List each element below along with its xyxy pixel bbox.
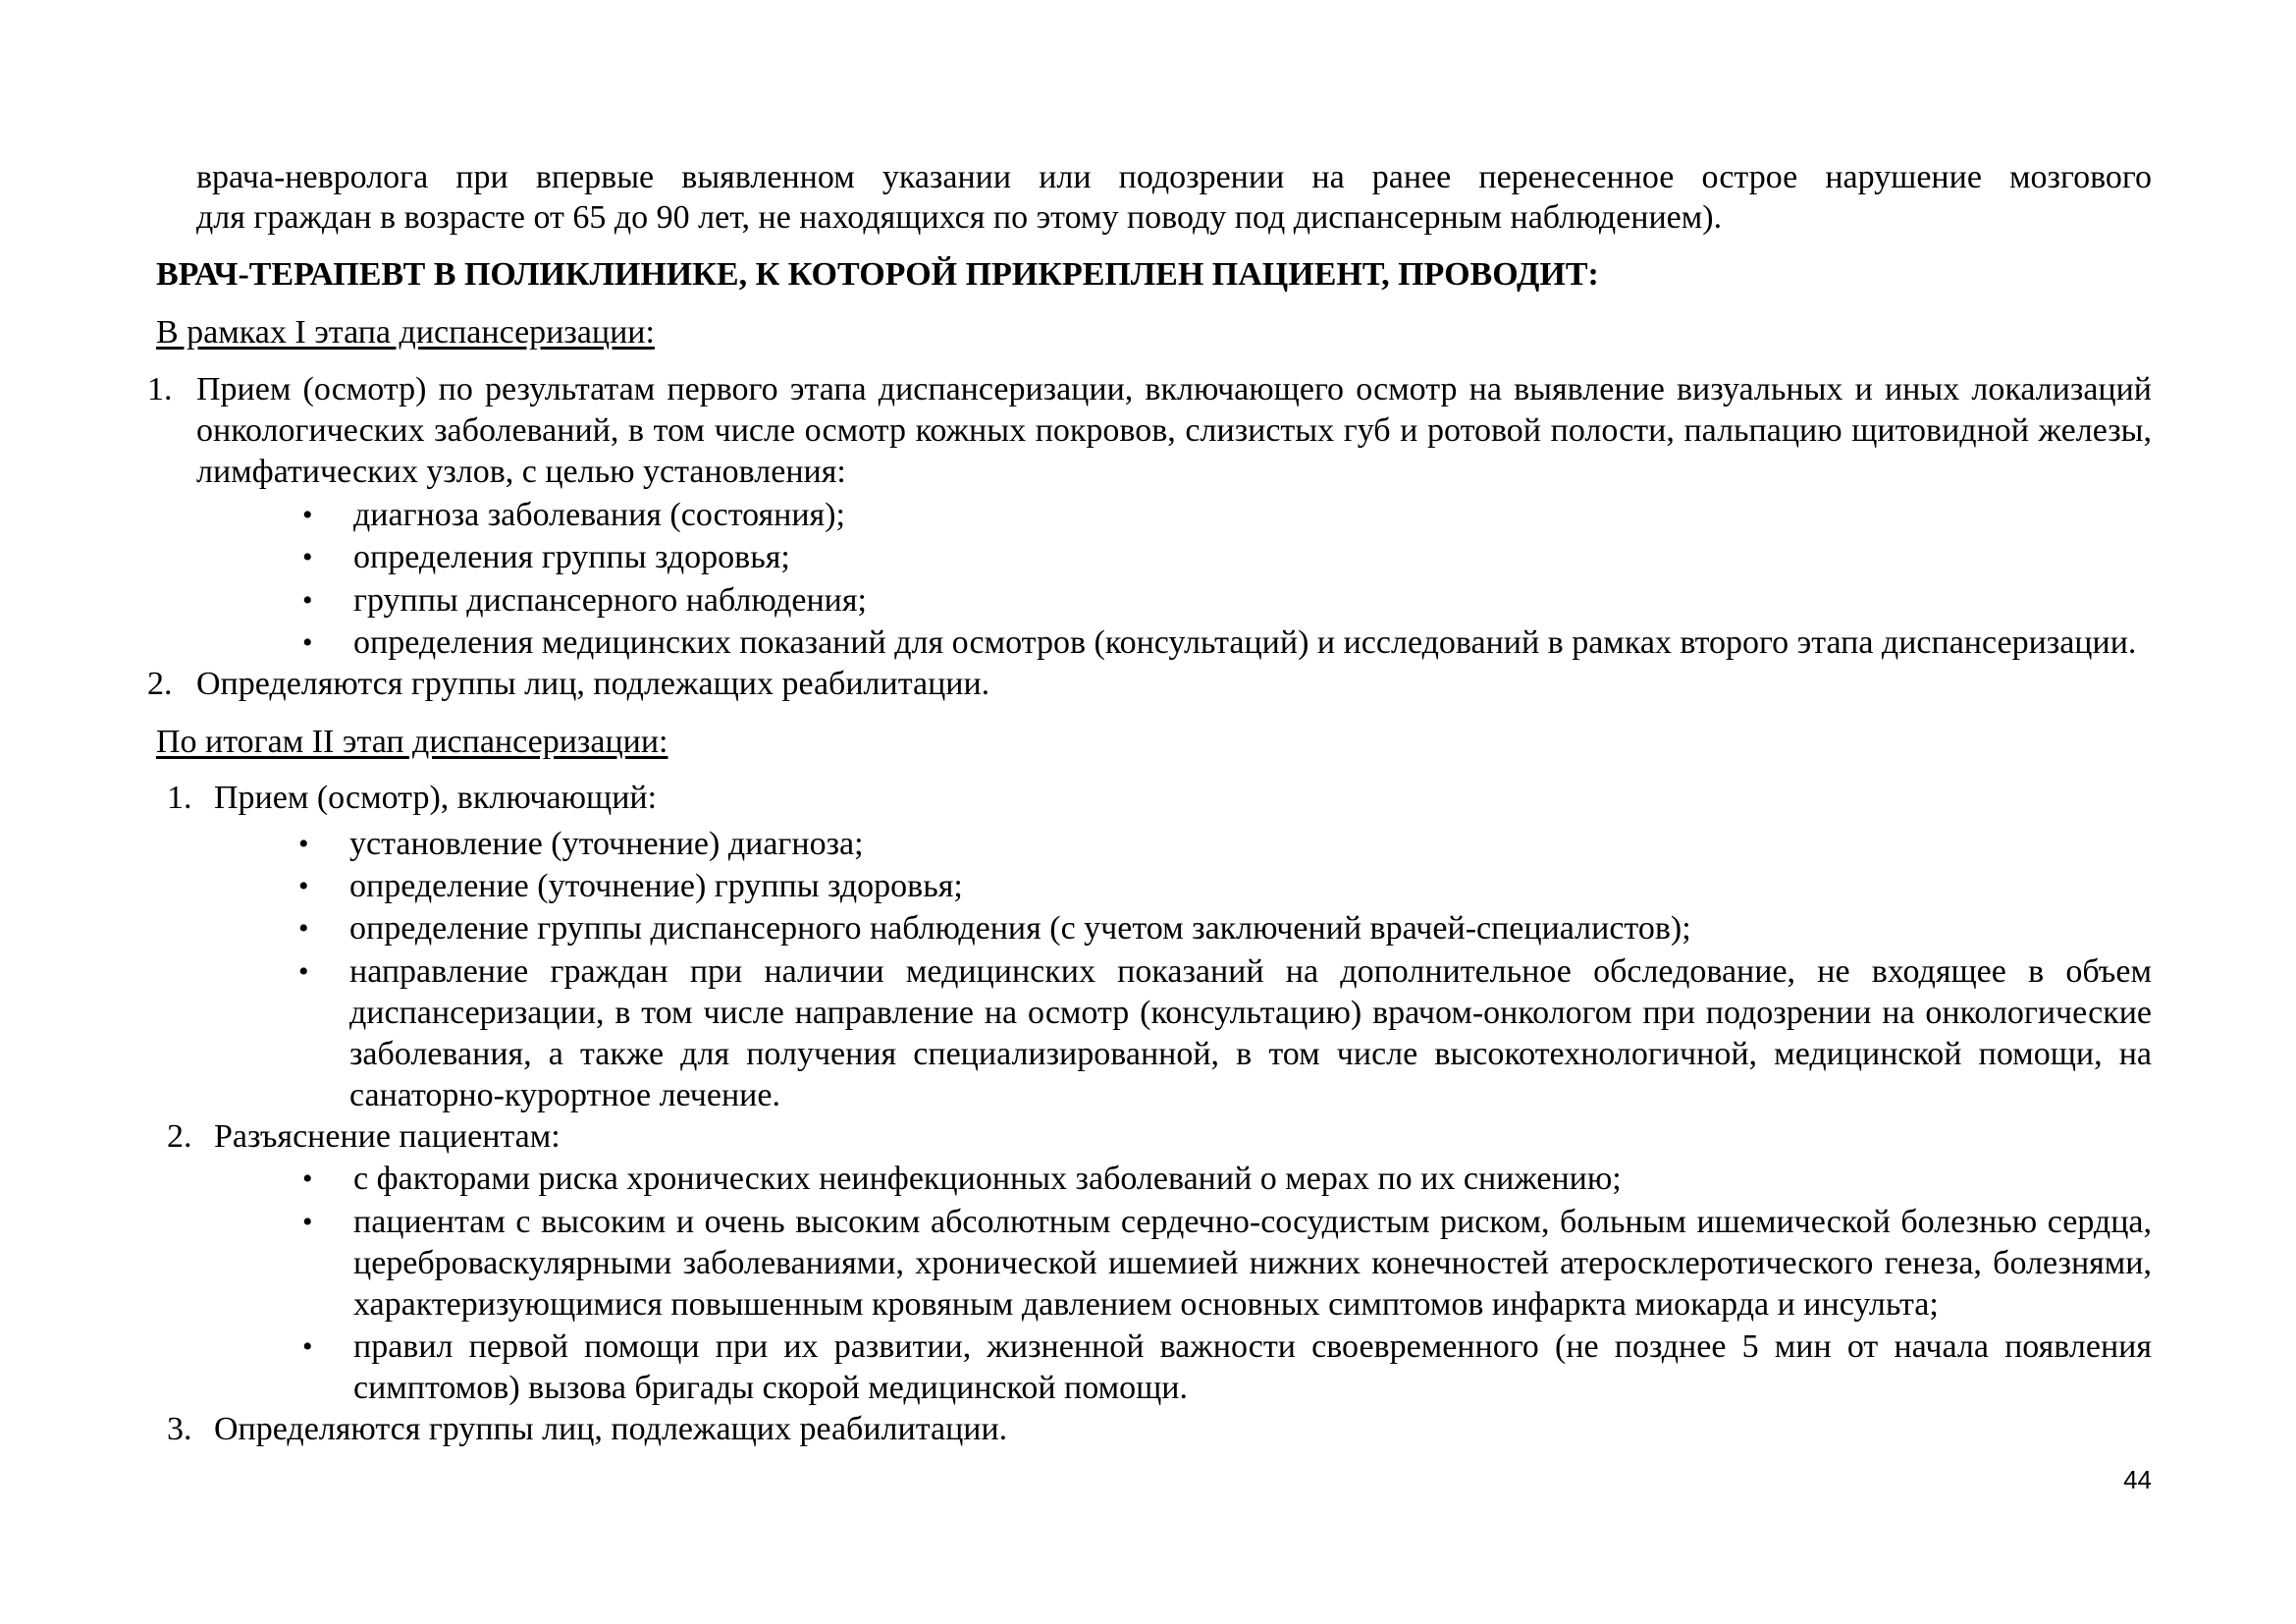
bullet-icon: • xyxy=(298,828,309,860)
bullet-item: определение (уточнение) группы здоровья; xyxy=(349,868,963,904)
bullet-item: группы диспансерного наблюдения; xyxy=(353,582,867,619)
intro-line: врача-невролога при впервые выявленном указании или подозрении на ранее перенесенное острое нарушение мозгового xyxy=(196,159,2152,195)
bullet-icon: • xyxy=(302,1163,313,1195)
bullet-item: санаторно-курортное лечение. xyxy=(349,1077,780,1113)
bullet-icon: • xyxy=(298,912,309,945)
bullet-icon: • xyxy=(302,1206,313,1238)
bullet-item: симптомов) вызова бригады скорой медицинской помощи. xyxy=(353,1370,1188,1406)
list-number: 3. xyxy=(167,1411,192,1447)
list-number: 2. xyxy=(167,1118,192,1155)
bullet-icon: • xyxy=(302,499,313,531)
stage2-title: По итогам II этап диспансеризации: xyxy=(156,724,668,760)
bullet-icon: • xyxy=(302,626,313,659)
bullet-item: правил первой помощи при их развитии, жизненной важности своевременного (не позднее 5 мин от начала появления xyxy=(353,1328,2152,1365)
list-item-line: Прием (осмотр) по результатам первого этапа диспансеризации, включающего осмотр на выявление визуальных и иных локализаций xyxy=(196,371,2152,407)
list-item-line: онкологических заболеваний, в том числе осмотр кожных покровов, слизистых губ и ротовой полости, пальпацию щитовидной железы, xyxy=(196,412,2152,449)
bullet-item: определение группы диспансерного наблюдения (с учетом заключений врачей-специалистов); xyxy=(349,910,1691,947)
list-item-line: Определяются группы лиц, подлежащих реабилитации. xyxy=(196,666,990,702)
bullet-item: определения медицинских показаний для осмотров (консультаций) и исследований в рамках второго этапа диспансеризации. xyxy=(353,624,2137,661)
bullet-item: пациентам с высоким и очень высоким абсолютным сердечно-сосудистым риском, больным ишемической болезнью сердца, xyxy=(353,1204,2152,1240)
bullet-icon: • xyxy=(302,541,313,573)
bullet-item: цереброваскулярными заболеваниями, хронической ишемией нижних конечностей атеросклеротического генеза, болезнями, xyxy=(353,1245,2152,1281)
list-item-line: Определяются группы лиц, подлежащих реабилитации. xyxy=(214,1411,1008,1447)
bullet-item: установление (уточнение) диагноза; xyxy=(349,826,864,862)
bullet-item: диагноза заболевания (состояния); xyxy=(353,497,845,533)
list-item-line: Прием (осмотр), включающий: xyxy=(214,780,658,816)
stage1-title: В рамках I этапа диспансеризации: xyxy=(156,314,655,351)
intro-line: для граждан в возрасте от 65 до 90 лет, не находящихся по этому поводу под диспансерным наблюдением). xyxy=(196,199,1723,236)
section-heading: ВРАЧ-ТЕРАПЕВТ В ПОЛИКЛИНИКЕ, К КОТОРОЙ ПРИКРЕПЛЕН ПАЦИЕНТ, ПРОВОДИТ: xyxy=(156,256,1599,293)
bullet-item: диспансеризации, в том числе направление на осмотр (консультацию) врачом-онкологом при подозрении на онкологические xyxy=(349,995,2152,1031)
bullet-icon: • xyxy=(302,584,313,617)
bullet-icon: • xyxy=(298,870,309,902)
bullet-icon: • xyxy=(302,1330,313,1363)
list-item-line: Разъяснение пациентам: xyxy=(214,1118,561,1155)
bullet-item: характеризующимися повышенным кровяным давлением основных симптомов инфаркта миокарда и инсульта; xyxy=(353,1286,1939,1323)
bullet-item: заболевания, а также для получения специализированной, в том числе высокотехнологичной, медицинской помощи, на xyxy=(349,1036,2152,1072)
list-item-line: лимфатических узлов, с целью установления: xyxy=(196,454,846,490)
bullet-item: определения группы здоровья; xyxy=(353,539,790,575)
bullet-icon: • xyxy=(298,955,309,988)
list-number: 2. xyxy=(147,666,173,702)
page-number: 44 xyxy=(2123,1465,2152,1494)
bullet-item: с факторами риска хронических неинфекционных заболеваний о мерах по их снижению; xyxy=(353,1161,1622,1197)
list-number: 1. xyxy=(167,780,192,816)
list-number: 1. xyxy=(147,371,173,407)
bullet-item: направление граждан при наличии медицинских показаний на дополнительное обследование, не входящее в объем xyxy=(349,953,2152,990)
